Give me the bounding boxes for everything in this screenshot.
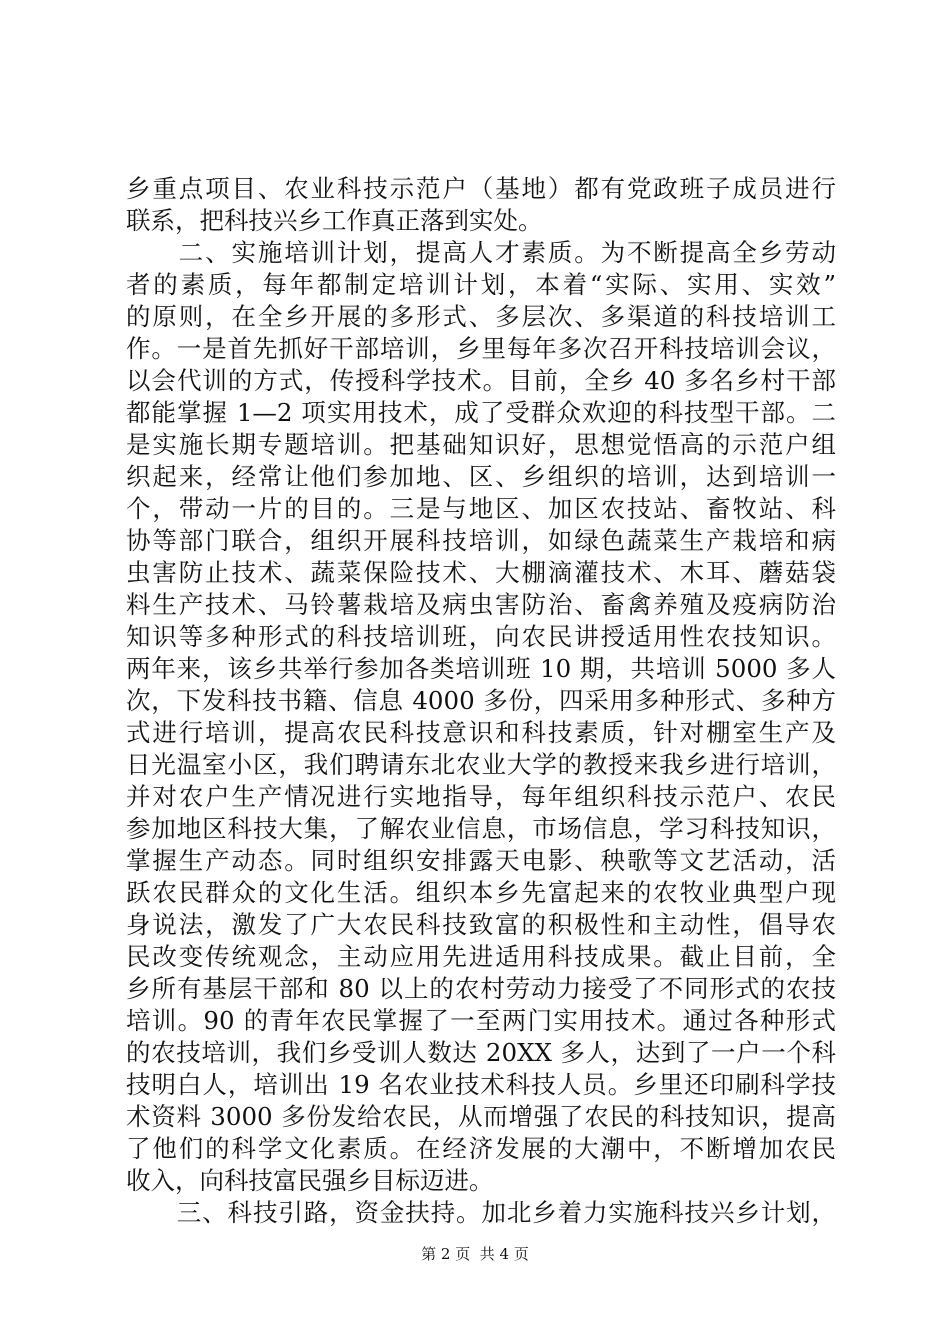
text-line: 身说法，激发了广大农民科技致富的积极性和主动性，倡导农 xyxy=(126,910,836,939)
text-line: 以会代训的方式，传授科学技术。目前，全乡 40 多名乡村干部 xyxy=(126,366,836,395)
text-line: 跃农民群众的文化生活。组织本乡先富起来的农牧业典型户现 xyxy=(126,878,836,907)
text-line: 收入，向科技富民强乡目标迈进。 xyxy=(126,1166,494,1195)
text-line: 日光温室小区，我们聘请东北农业大学的教授来我乡进行培训， xyxy=(126,750,836,779)
text-line: 是实施长期专题培训。把基础知识好，思想觉悟高的示范户组 xyxy=(126,430,836,459)
text-line: 二、实施培训计划，提高人才素质。为不断提高全乡劳动 xyxy=(126,238,836,267)
text-line: 的原则，在全乡开展的多形式、多层次、多渠道的科技培训工 xyxy=(126,302,836,331)
document-body xyxy=(126,173,836,1229)
text-line: 协等部门联合，组织开展科技培训，如绿色蔬菜生产栽培和病 xyxy=(126,526,836,555)
text-line: 了他们的科学文化素质。在经济发展的大潮中，不断增加农民 xyxy=(126,1134,836,1163)
page-number-footer: 第 2 页 共 4 页 xyxy=(421,1245,529,1263)
text-line: 民改变传统观念，主动应用先进适用科技成果。截止目前，全 xyxy=(126,942,836,971)
text-line: 参加地区科技大集，了解农业信息，市场信息，学习科技知识， xyxy=(126,814,836,843)
text-line: 虫害防止技术、蔬菜保险技术、大棚滴灌技术、木耳、蘑菇袋 xyxy=(126,558,836,587)
text-line: 乡重点项目、农业科技示范户（基地）都有党政班子成员进行 xyxy=(126,174,836,203)
text-line: 个，带动一片的目的。三是与地区、加区农技站、畜牧站、科 xyxy=(126,494,836,523)
text-line: 联系，把科技兴乡工作真正落到实处。 xyxy=(126,206,543,235)
text-line: 作。一是首先抓好干部培训，乡里每年多次召开科技培训会议， xyxy=(126,334,836,363)
text-line: 三、科技引路，资金扶持。加北乡着力实施科技兴乡计划， xyxy=(126,1198,836,1227)
text-line: 培训。90 的青年农民掌握了一至两门实用技术。通过各种形式 xyxy=(126,1006,836,1035)
text-line: 织起来，经常让他们参加地、区、乡组织的培训，达到培训一 xyxy=(126,462,836,491)
text-line: 的农技培训，我们乡受训人数达 20XX 多人，达到了一户一个科 xyxy=(126,1038,836,1067)
text-line: 并对农户生产情况进行实地指导，每年组织科技示范户、农民 xyxy=(126,782,836,811)
text-line: 技明白人，培训出 19 名农业技术科技人员。乡里还印刷科学技 xyxy=(126,1070,836,1099)
text-line: 式进行培训，提高农民科技意识和科技素质，针对棚室生产及 xyxy=(126,718,836,747)
text-line: 乡所有基层干部和 80 以上的农村劳动力接受了不同形式的农技 xyxy=(126,974,836,1003)
text-line: 料生产技术、马铃薯栽培及病虫害防治、畜禽养殖及疫病防治 xyxy=(126,590,836,619)
text-line: 者的素质，每年都制定培训计划，本着“实际、实用、实效” xyxy=(126,270,836,299)
text-line: 次，下发科技书籍、信息 4000 多份，四采用多种形式、多种方 xyxy=(126,686,836,715)
text-line: 两年来，该乡共举行参加各类培训班 10 期，共培训 5000 多人 xyxy=(126,654,836,683)
text-line: 掌握生产动态。同时组织安排露天电影、秧歌等文艺活动，活 xyxy=(126,846,836,875)
text-line: 知识等多种形式的科技培训班，向农民讲授适用性农技知识。 xyxy=(126,622,836,651)
text-line: 都能掌握 1—2 项实用技术，成了受群众欢迎的科技型干部。二 xyxy=(126,398,836,427)
text-line: 术资料 3000 多份发给农民，从而增强了农民的科技知识，提高 xyxy=(126,1102,836,1131)
